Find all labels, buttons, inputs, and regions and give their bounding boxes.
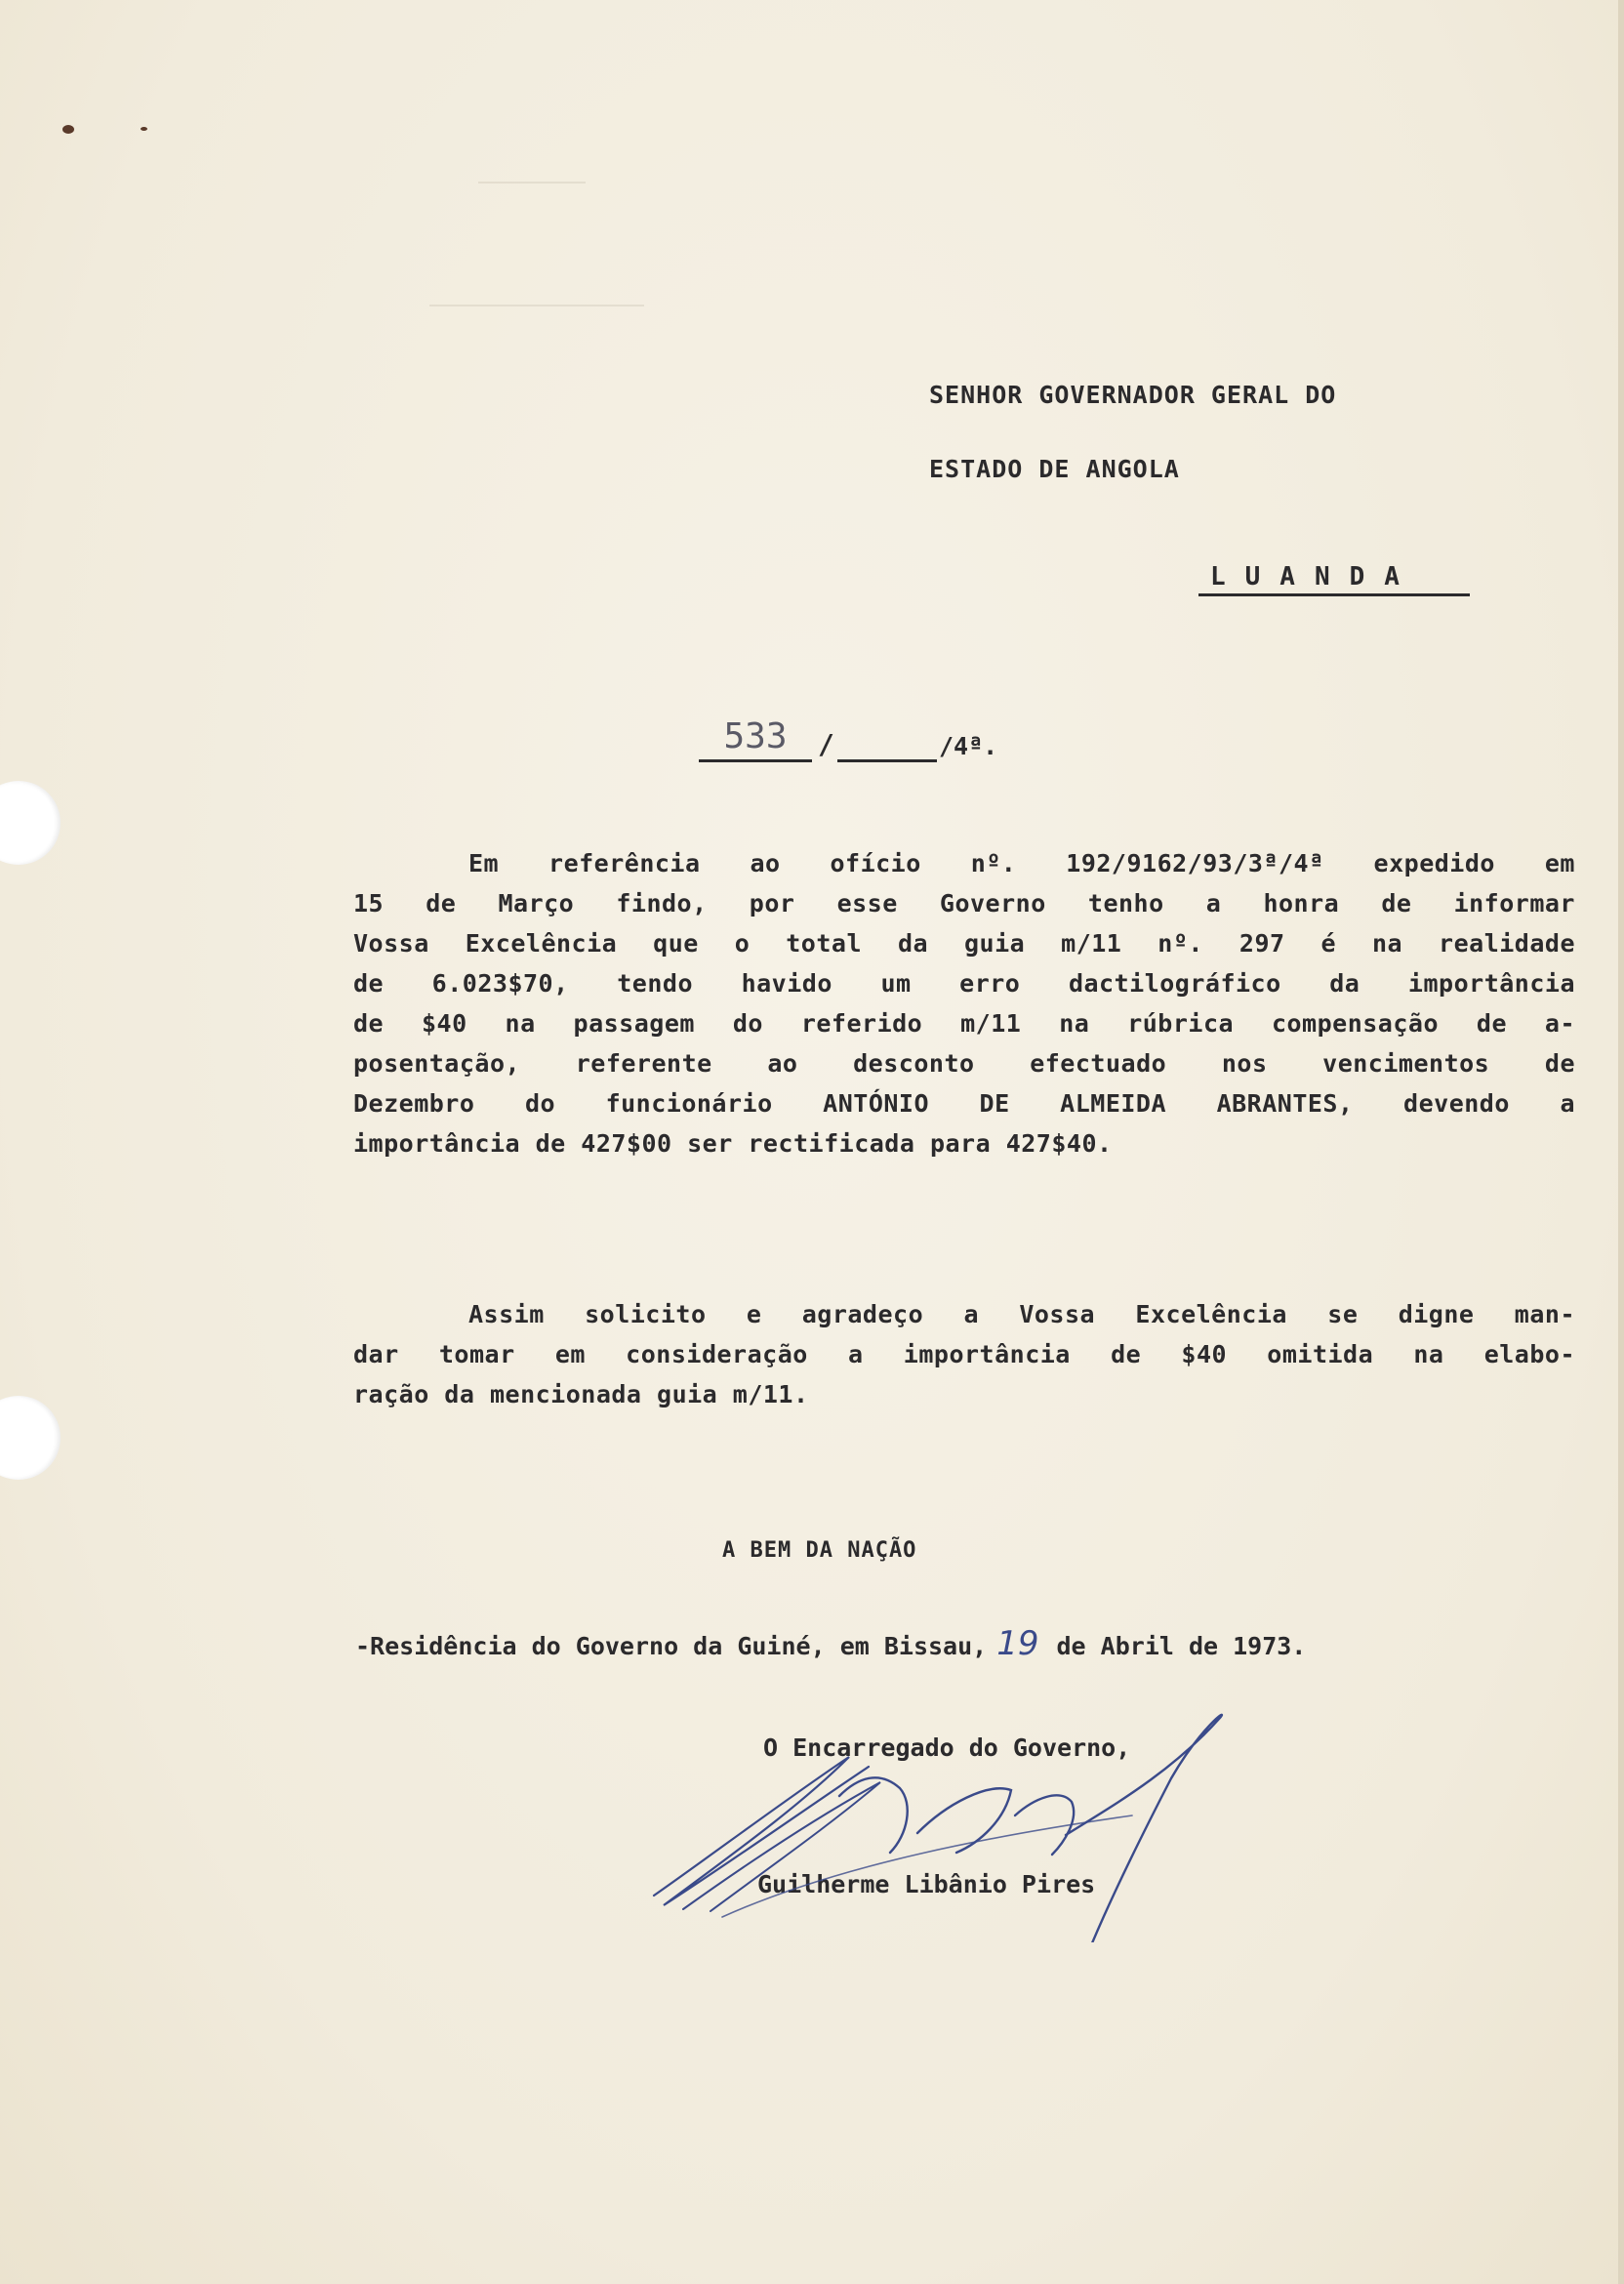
paragraph-2-line: ração da mencionada guia m/11. xyxy=(353,1380,809,1408)
ink-speck xyxy=(62,125,74,134)
paragraph-2 xyxy=(353,1294,1575,1414)
paragraph-2-line: Assim solicito e agradeço a Vossa Excelência se digne man- xyxy=(468,1300,1575,1328)
date-line-month-year: de Abril de 1973. xyxy=(1056,1632,1307,1660)
paragraph-1-line: importância de 427$00 ser rectificada para 427$40. xyxy=(353,1129,1113,1158)
paragraph-1-line: posentação, referente ao desconto efectuado nos vencimentos de xyxy=(353,1049,1575,1078)
date-line-place: -Residência do Governo da Guiné, em Bissau, xyxy=(355,1632,988,1660)
handwritten-signature xyxy=(625,1689,1269,1942)
paragraph-1-line: Dezembro do funcionário ANTÓNIO DE ALMEIDA ABRANTES, devendo a xyxy=(353,1089,1575,1118)
paper-mark xyxy=(429,305,644,306)
paper-edge xyxy=(1618,0,1624,2284)
recipient-line-1: SENHOR GOVERNADOR GERAL DO xyxy=(929,381,1337,409)
reference-number-field xyxy=(699,714,812,762)
punch-hole-top xyxy=(0,781,61,865)
paragraph-1 xyxy=(353,843,1575,1163)
recipient-line-2: ESTADO DE ANGOLA xyxy=(929,455,1180,483)
paragraph-1-line: 15 de Março findo, por esse Governo tenho a honra de informar xyxy=(353,889,1575,918)
reference-blank-field xyxy=(837,714,937,762)
paragraph-1-line: de $40 na passagem do referido m/11 na rúbrica compensação de a- xyxy=(353,1009,1575,1038)
paragraph-1-line: Vossa Excelência que o total da guia m/11 nº. 297 é na realidade xyxy=(353,929,1575,958)
reference-number: 533 xyxy=(723,716,788,756)
paragraph-1-line: Em referência ao ofício nº. 192/9162/93/3ª/4ª expedido em xyxy=(468,849,1575,877)
signatory-name: Guilherme Libânio Pires xyxy=(757,1870,1096,1898)
punch-hole-bottom xyxy=(0,1396,61,1480)
paper-mark xyxy=(478,182,586,184)
reference-suffix: /4ª. xyxy=(939,732,998,760)
reference-separator: / xyxy=(818,728,834,760)
paragraph-1-line: de 6.023$70, tendo havido um erro dactilográfico da importância xyxy=(353,969,1575,998)
recipient-city: LUANDA xyxy=(1198,562,1470,596)
date-day-handwritten: 19 xyxy=(996,1624,1039,1663)
signatory-title: O Encarregado do Governo, xyxy=(763,1733,1131,1762)
ink-speck xyxy=(141,127,147,131)
closing-salutation: A BEM DA NAÇÃO xyxy=(722,1538,917,1563)
date-line xyxy=(355,1624,1306,1663)
paragraph-2-line: dar tomar em consideração a importância de $40 omitida na elabo- xyxy=(353,1340,1575,1368)
